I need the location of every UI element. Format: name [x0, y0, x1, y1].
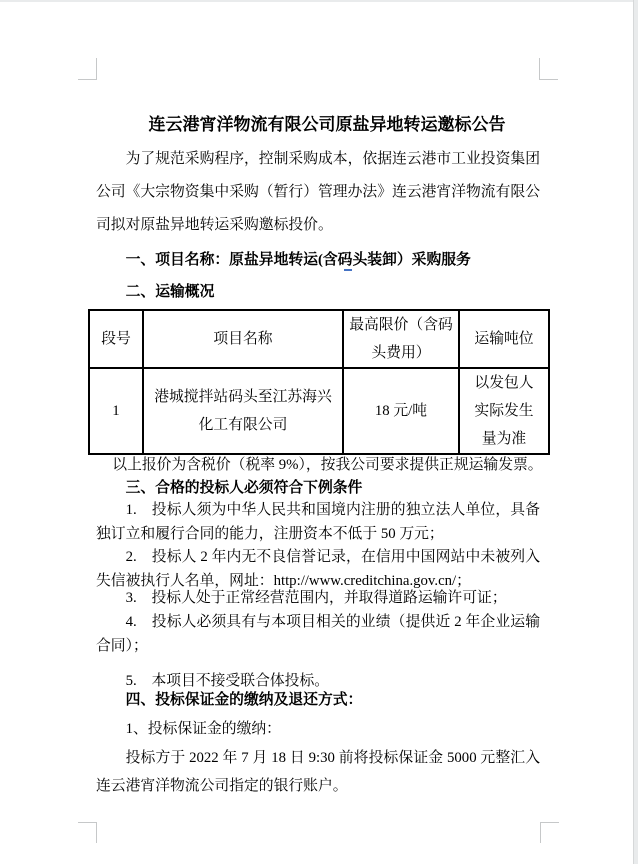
header-project-name: 项目名称: [143, 310, 343, 368]
condition-item-4: 4. 投标人必须具有与本项目相关的业绩（提供近 2 年企业运输合同）；: [96, 614, 540, 654]
cell-max-price: 18 元/吨: [343, 368, 459, 454]
section-3-heading: 三、合格的投标人必须符合下例条件: [125, 480, 363, 496]
document-title: 连云港宵洋物流有限公司原盐异地转运邀标公告: [148, 115, 506, 134]
table-row: [89, 368, 549, 454]
crop-mark-top-right: [539, 58, 558, 80]
crop-mark-bottom-right: [540, 822, 559, 843]
intro-paragraph: 为了规范采购程序，控制采购成本，依据连云港市工业投资集团公司《大宗物资集中采购（暂行）管理办法》连云港宵洋物流有限公司拟对原盐异地转运采购邀标投价。: [96, 151, 540, 233]
document-content: [96, 0, 543, 864]
transport-table-wrapper: [88, 309, 548, 455]
condition-item-1: 1. 投标人须为中华人民共和国境内注册的独立法人单位，具备独订立和履行合同的能力，注册资本不低于 50 万元；: [96, 502, 540, 542]
section-4-heading: 四、投标保证金的缴纳及退还方式：: [125, 692, 363, 708]
viewer-right-edge: [633, 0, 638, 864]
header-tonnage: 运输吨位: [459, 310, 549, 368]
cell-project-name: 港城搅拌站码头至江苏海兴化工有限公司: [143, 368, 343, 454]
deposit-sub-heading: 1、投标保证金的缴纳：: [125, 721, 281, 737]
condition-item-2: 2. 投标人 2 年内无不良信誉记录，在信用中国网站中未被列入失信被执行人名单，网址：http://www.creditchina.gov.cn/；: [96, 549, 540, 589]
condition-item-5: 5. 本项目不接受联合体投标。: [125, 673, 330, 689]
header-max-price: 最高限价（含码头费用）: [343, 310, 459, 368]
crop-mark-top-left: [78, 58, 97, 80]
table-header-row: [89, 310, 549, 368]
condition-item-3: 3. 投标人处于正常经营范围内，并取得道路运输许可证；: [125, 590, 507, 606]
crop-mark-bottom-left: [78, 822, 97, 843]
header-segment: 段号: [89, 310, 143, 368]
cell-segment: 1: [89, 368, 143, 454]
section-1-heading: 一、项目名称：原盐异地转运(含码头装卸）采购服务: [125, 252, 471, 268]
tax-note: 以上报价为含税价（税率 9%），按我公司要求提供正规运输发票。: [112, 457, 543, 473]
cell-tonnage: 以发包人实际发生量为准: [459, 368, 549, 454]
section-2-heading: 二、运输概况: [125, 284, 215, 300]
deposit-paragraph: 投标方于 2022 年 7 月 18 日 9:30 前将投标保证金 5000 元整汇入连云港宵洋物流公司指定的银行账户。: [96, 750, 540, 794]
transport-table: [88, 309, 550, 455]
